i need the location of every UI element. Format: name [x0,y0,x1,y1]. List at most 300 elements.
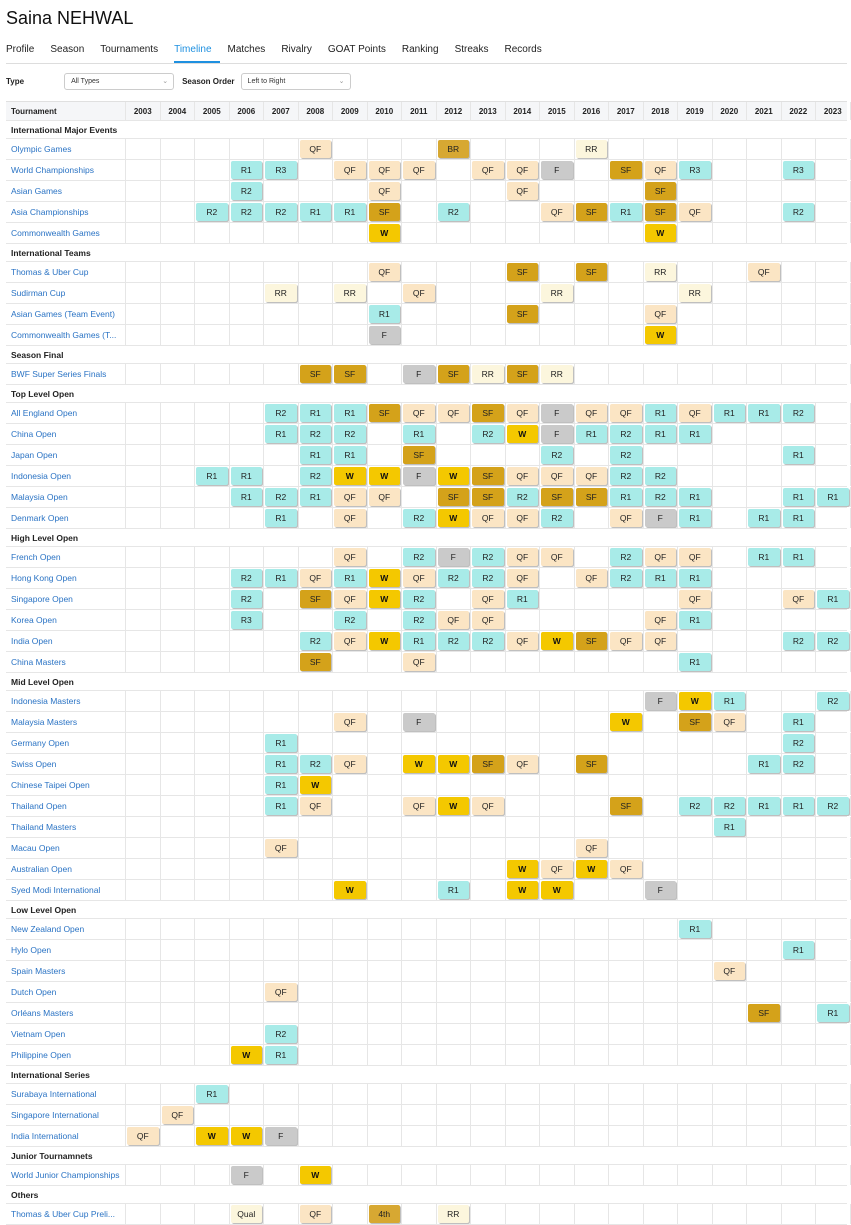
result-badge[interactable]: R1 [783,713,815,731]
result-badge[interactable]: R2 [817,692,849,710]
result-badge[interactable]: W [300,1166,332,1184]
result-badge[interactable]: SF [472,488,504,506]
result-badge[interactable]: QF [714,713,746,731]
result-badge[interactable]: R1 [714,692,746,710]
tab-timeline[interactable]: Timeline [174,38,219,63]
result-badge[interactable]: R1 [783,509,815,527]
tournament-link[interactable]: Chinese Taipei Open [6,775,126,795]
result-badge[interactable]: QF [610,509,642,527]
result-badge[interactable]: R1 [714,818,746,836]
result-badge[interactable]: R1 [265,1046,297,1064]
result-badge[interactable]: SF [334,365,366,383]
result-badge[interactable]: QF [472,611,504,629]
result-badge[interactable]: QF [714,962,746,980]
result-badge[interactable]: R1 [265,425,297,443]
result-badge[interactable]: QF [576,839,608,857]
result-badge[interactable]: R1 [300,404,332,422]
result-badge[interactable]: QF [679,404,711,422]
result-badge[interactable]: RR [679,284,711,302]
result-badge[interactable]: SF [679,713,711,731]
result-badge[interactable]: W [334,467,366,485]
result-badge[interactable]: SF [438,488,470,506]
result-badge[interactable]: QF [541,203,573,221]
result-badge[interactable]: QF [334,755,366,773]
result-badge[interactable]: QF [507,161,539,179]
result-badge[interactable]: R2 [231,590,263,608]
tournament-link[interactable]: Malaysia Open [6,487,126,507]
result-badge[interactable]: W [507,881,539,899]
tournament-link[interactable]: Korea Open [6,610,126,630]
result-badge[interactable]: QF [334,713,366,731]
result-badge[interactable]: R1 [403,425,435,443]
result-badge[interactable]: R1 [231,467,263,485]
result-badge[interactable]: R2 [783,203,815,221]
tab-matches[interactable]: Matches [227,44,266,55]
result-badge[interactable]: SF [576,488,608,506]
result-badge[interactable]: R2 [610,446,642,464]
column-header-year[interactable]: 2015 [540,102,575,120]
result-badge[interactable]: W [438,509,470,527]
result-badge[interactable]: SF [610,161,642,179]
result-badge[interactable]: QF [748,263,780,281]
result-badge[interactable]: W [610,713,642,731]
result-badge[interactable]: R1 [576,425,608,443]
result-badge[interactable]: R2 [403,611,435,629]
result-badge[interactable]: RR [265,284,297,302]
result-badge[interactable]: R1 [748,548,780,566]
result-badge[interactable]: SF [472,404,504,422]
result-badge[interactable]: R2 [300,467,332,485]
result-badge[interactable]: F [403,467,435,485]
result-badge[interactable]: W [300,776,332,794]
tournament-link[interactable]: Commonwealth Games (T... [6,325,126,345]
result-badge[interactable]: R1 [645,569,677,587]
result-badge[interactable]: R2 [783,734,815,752]
tournament-link[interactable]: Asian Games (Team Event) [6,304,126,324]
result-badge[interactable]: R1 [783,446,815,464]
tournament-link[interactable]: Thailand Masters [6,817,126,837]
result-badge[interactable]: R2 [196,203,228,221]
tournament-link[interactable]: All England Open [6,403,126,423]
result-badge[interactable]: R1 [196,467,228,485]
result-badge[interactable]: QF [472,590,504,608]
result-badge[interactable]: R1 [783,488,815,506]
result-badge[interactable]: QF [576,569,608,587]
result-badge[interactable]: R1 [334,404,366,422]
tournament-link[interactable]: Asia Championships [6,202,126,222]
tab-ranking[interactable]: Ranking [401,44,439,55]
column-header-year[interactable]: 2009 [333,102,368,120]
result-badge[interactable]: R2 [438,569,470,587]
result-badge[interactable]: QF [679,203,711,221]
result-badge[interactable]: W [369,224,401,242]
result-badge[interactable]: R2 [403,509,435,527]
tournament-link[interactable]: Singapore Open [6,589,126,609]
tournament-link[interactable]: Asian Games [6,181,126,201]
result-badge[interactable]: R1 [265,755,297,773]
result-badge[interactable]: R1 [748,404,780,422]
result-badge[interactable]: QF [610,404,642,422]
result-badge[interactable]: R2 [679,797,711,815]
tournament-link[interactable]: Thomas & Uber Cup [6,262,126,282]
tournament-link[interactable]: Denmark Open [6,508,126,528]
result-badge[interactable]: QF [679,548,711,566]
result-badge[interactable]: W [438,467,470,485]
result-badge[interactable]: R1 [679,488,711,506]
result-badge[interactable]: R1 [265,776,297,794]
tournament-link[interactable]: Macau Open [6,838,126,858]
result-badge[interactable]: QF [576,467,608,485]
column-header-year[interactable]: 2010 [368,102,403,120]
result-badge[interactable]: R3 [679,161,711,179]
result-badge[interactable]: QF [576,404,608,422]
result-badge[interactable]: R1 [334,203,366,221]
result-badge[interactable]: SF [576,755,608,773]
result-badge[interactable]: R3 [783,161,815,179]
result-badge[interactable]: F [231,1166,263,1184]
result-badge[interactable]: R1 [748,755,780,773]
result-badge[interactable]: QF [438,404,470,422]
result-badge[interactable]: F [438,548,470,566]
result-badge[interactable]: R2 [231,569,263,587]
column-header-year[interactable]: 2008 [299,102,334,120]
result-badge[interactable]: F [645,692,677,710]
tournament-link[interactable]: Indonesia Masters [6,691,126,711]
column-header-year[interactable]: 2013 [471,102,506,120]
tournament-link[interactable]: Thomas & Uber Cup Preli... [6,1204,126,1224]
result-badge[interactable]: QF [645,632,677,650]
result-badge[interactable]: R2 [300,755,332,773]
result-badge[interactable]: RR [334,284,366,302]
tournament-link[interactable]: Australian Open [6,859,126,879]
result-badge[interactable]: R1 [748,797,780,815]
result-badge[interactable]: QF [507,467,539,485]
result-badge[interactable]: R1 [265,569,297,587]
result-badge[interactable]: R1 [817,1004,849,1022]
result-badge[interactable]: R2 [645,488,677,506]
result-badge[interactable]: QF [300,797,332,815]
column-header-year[interactable]: 2007 [264,102,299,120]
result-badge[interactable]: W [403,755,435,773]
column-header-year[interactable]: 2022 [782,102,817,120]
result-badge[interactable]: R1 [300,488,332,506]
result-badge[interactable]: R2 [231,182,263,200]
tab-streaks[interactable]: Streaks [454,44,489,55]
result-badge[interactable]: QF [162,1106,194,1124]
column-header-year[interactable]: 2018 [644,102,679,120]
result-badge[interactable]: QF [127,1127,159,1145]
result-badge[interactable]: R2 [265,404,297,422]
result-badge[interactable]: W [507,860,539,878]
result-badge[interactable]: R2 [265,203,297,221]
result-badge[interactable]: W [369,590,401,608]
tournament-link[interactable]: Hylo Open [6,940,126,960]
result-badge[interactable]: R2 [783,632,815,650]
tournament-link[interactable]: Syed Modi International [6,880,126,900]
tournament-link[interactable]: Singapore International [6,1105,126,1125]
result-badge[interactable]: SF [507,263,539,281]
result-badge[interactable]: R1 [679,611,711,629]
result-badge[interactable]: SF [507,365,539,383]
tab-rivalry[interactable]: Rivalry [281,44,312,55]
result-badge[interactable]: QF [369,263,401,281]
result-badge[interactable]: QF [403,797,435,815]
tournament-link[interactable]: Olympic Games [6,139,126,159]
column-header-year[interactable]: 2019 [678,102,713,120]
tab-records[interactable]: Records [504,44,542,55]
result-badge[interactable]: F [403,365,435,383]
result-badge[interactable]: SF [576,263,608,281]
result-badge[interactable]: W [541,632,573,650]
result-badge[interactable]: W [541,881,573,899]
result-badge[interactable]: R2 [610,467,642,485]
result-badge[interactable]: SF [576,632,608,650]
result-badge[interactable]: R1 [300,446,332,464]
result-badge[interactable]: SF [610,797,642,815]
result-badge[interactable]: R1 [645,404,677,422]
result-badge[interactable]: QF [334,548,366,566]
column-header-year[interactable]: 2005 [195,102,230,120]
result-badge[interactable]: F [645,509,677,527]
result-badge[interactable]: F [541,404,573,422]
result-badge[interactable]: QF [334,632,366,650]
result-badge[interactable]: R1 [507,590,539,608]
column-header-tournament[interactable]: Tournament [6,102,126,120]
result-badge[interactable]: W [507,425,539,443]
result-badge[interactable]: SF [369,404,401,422]
column-header-year[interactable]: 2003 [126,102,161,120]
result-badge[interactable]: R1 [265,734,297,752]
tournament-link[interactable]: Hong Kong Open [6,568,126,588]
result-badge[interactable]: W [438,797,470,815]
result-badge[interactable]: R2 [300,425,332,443]
result-badge[interactable]: RR [541,365,573,383]
result-badge[interactable]: SF [472,467,504,485]
result-badge[interactable]: R2 [783,404,815,422]
result-badge[interactable]: R1 [438,881,470,899]
result-badge[interactable]: R2 [300,632,332,650]
tournament-link[interactable]: New Zealand Open [6,919,126,939]
result-badge[interactable]: SF [300,590,332,608]
result-badge[interactable]: W [231,1046,263,1064]
tournament-link[interactable]: China Open [6,424,126,444]
result-badge[interactable]: W [679,692,711,710]
tournament-link[interactable]: Japan Open [6,445,126,465]
tournament-link[interactable]: Dutch Open [6,982,126,1002]
tournament-link[interactable]: Philippine Open [6,1045,126,1065]
tournament-link[interactable]: China Masters [6,652,126,672]
result-badge[interactable]: QF [369,161,401,179]
result-badge[interactable]: QF [300,1205,332,1223]
result-badge[interactable]: R1 [817,488,849,506]
tournament-link[interactable]: Orléans Masters [6,1003,126,1023]
result-badge[interactable]: R1 [783,941,815,959]
tournament-link[interactable]: French Open [6,547,126,567]
result-badge[interactable]: R1 [265,509,297,527]
result-badge[interactable]: QF [507,404,539,422]
result-badge[interactable]: R1 [645,425,677,443]
season-order-select[interactable] [241,73,351,90]
result-badge[interactable]: R1 [817,590,849,608]
result-badge[interactable]: SF [645,182,677,200]
result-badge[interactable]: W [645,326,677,344]
result-badge[interactable]: RR [541,284,573,302]
result-badge[interactable]: R1 [679,425,711,443]
column-header-year[interactable]: 2004 [161,102,196,120]
result-badge[interactable]: QF [507,755,539,773]
result-badge[interactable]: R2 [438,203,470,221]
result-badge[interactable]: R2 [403,548,435,566]
result-badge[interactable]: R3 [231,611,263,629]
result-badge[interactable]: R2 [783,755,815,773]
result-badge[interactable]: R1 [679,509,711,527]
result-badge[interactable]: R1 [265,797,297,815]
result-badge[interactable]: R1 [679,653,711,671]
result-badge[interactable]: QF [265,839,297,857]
result-badge[interactable]: W [231,1127,263,1145]
result-badge[interactable]: W [369,632,401,650]
result-badge[interactable]: R2 [610,425,642,443]
result-badge[interactable]: R2 [472,569,504,587]
tournament-link[interactable]: India International [6,1126,126,1146]
column-header-year[interactable]: 2011 [402,102,437,120]
result-badge[interactable]: R1 [196,1085,228,1103]
result-badge[interactable]: R1 [783,548,815,566]
result-badge[interactable]: W [334,881,366,899]
result-badge[interactable]: R2 [541,509,573,527]
result-badge[interactable]: R1 [231,488,263,506]
result-badge[interactable]: QF [507,509,539,527]
result-badge[interactable]: RR [645,263,677,281]
result-badge[interactable]: SF [507,305,539,323]
result-badge[interactable]: R2 [265,1025,297,1043]
type-select[interactable] [64,73,174,90]
result-badge[interactable]: QF [783,590,815,608]
result-badge[interactable]: QF [507,632,539,650]
result-badge[interactable]: QF [403,284,435,302]
result-badge[interactable]: SF [300,653,332,671]
result-badge[interactable]: QF [472,509,504,527]
result-badge[interactable]: R2 [817,797,849,815]
result-badge[interactable]: R1 [610,488,642,506]
result-badge[interactable]: QF [334,161,366,179]
result-badge[interactable]: QF [507,569,539,587]
result-badge[interactable]: R2 [541,446,573,464]
result-badge[interactable]: SF [300,365,332,383]
result-badge[interactable]: W [438,755,470,773]
result-badge[interactable]: QF [645,548,677,566]
result-badge[interactable]: BR [438,140,470,158]
tournament-link[interactable]: Malaysia Masters [6,712,126,732]
result-badge[interactable]: QF [334,590,366,608]
result-badge[interactable]: R2 [610,569,642,587]
tournament-link[interactable]: Commonwealth Games [6,223,126,243]
result-badge[interactable]: SF [438,365,470,383]
tournament-link[interactable]: Germany Open [6,733,126,753]
tab-profile[interactable]: Profile [6,44,35,55]
result-badge[interactable]: R2 [610,548,642,566]
column-header-year[interactable]: 2012 [437,102,472,120]
result-badge[interactable]: QF [403,653,435,671]
result-badge[interactable]: QF [610,632,642,650]
result-badge[interactable]: R2 [265,488,297,506]
result-badge[interactable]: RR [576,140,608,158]
result-badge[interactable]: R2 [403,590,435,608]
result-badge[interactable]: R1 [610,203,642,221]
result-badge[interactable]: R3 [265,161,297,179]
result-badge[interactable]: W [196,1127,228,1145]
tournament-link[interactable]: Swiss Open [6,754,126,774]
result-badge[interactable]: R1 [369,305,401,323]
result-badge[interactable]: R1 [403,632,435,650]
result-badge[interactable]: QF [300,569,332,587]
result-badge[interactable]: SF [472,755,504,773]
result-badge[interactable]: SF [576,203,608,221]
column-header-year[interactable]: 2020 [713,102,748,120]
column-header-year[interactable]: 2016 [575,102,610,120]
tournament-link[interactable]: Sudirman Cup [6,283,126,303]
result-badge[interactable]: R2 [334,425,366,443]
result-badge[interactable]: QF [472,797,504,815]
column-header-year[interactable]: 2006 [230,102,265,120]
result-badge[interactable]: R2 [507,488,539,506]
result-badge[interactable]: QF [507,182,539,200]
result-badge[interactable]: QF [334,488,366,506]
result-badge[interactable]: R2 [334,611,366,629]
result-badge[interactable]: QF [645,305,677,323]
result-badge[interactable]: F [541,425,573,443]
result-badge[interactable]: R1 [679,569,711,587]
result-badge[interactable]: W [369,569,401,587]
result-badge[interactable]: QF [265,983,297,1001]
column-header-year[interactable]: 2021 [747,102,782,120]
column-header-year[interactable]: 2017 [609,102,644,120]
result-badge[interactable]: R1 [300,203,332,221]
result-badge[interactable]: R2 [645,467,677,485]
result-badge[interactable]: R2 [472,425,504,443]
result-badge[interactable]: Qual [231,1205,263,1223]
result-badge[interactable]: F [369,326,401,344]
tab-goat-points[interactable]: GOAT Points [327,44,386,55]
result-badge[interactable]: R2 [438,632,470,650]
result-badge[interactable]: R2 [817,632,849,650]
result-badge[interactable]: QF [507,548,539,566]
result-badge[interactable]: R1 [231,161,263,179]
result-badge[interactable]: F [541,161,573,179]
result-badge[interactable]: QF [472,161,504,179]
column-header-year[interactable]: 2014 [506,102,541,120]
tab-season[interactable]: Season [50,44,85,55]
result-badge[interactable]: QF [334,509,366,527]
result-badge[interactable]: RR [472,365,504,383]
result-badge[interactable]: SF [403,446,435,464]
result-badge[interactable]: R1 [334,446,366,464]
result-badge[interactable]: R1 [334,569,366,587]
result-badge[interactable]: R2 [714,797,746,815]
tournament-link[interactable]: BWF Super Series Finals [6,364,126,384]
tournament-link[interactable]: Vietnam Open [6,1024,126,1044]
result-badge[interactable]: QF [300,140,332,158]
tournament-link[interactable]: Surabaya International [6,1084,126,1104]
result-badge[interactable]: R1 [679,920,711,938]
tournament-link[interactable]: World Championships [6,160,126,180]
result-badge[interactable]: QF [403,569,435,587]
result-badge[interactable]: QF [403,404,435,422]
result-badge[interactable]: W [369,467,401,485]
tournament-link[interactable]: Spain Masters [6,961,126,981]
result-badge[interactable]: F [645,881,677,899]
result-badge[interactable]: F [403,713,435,731]
